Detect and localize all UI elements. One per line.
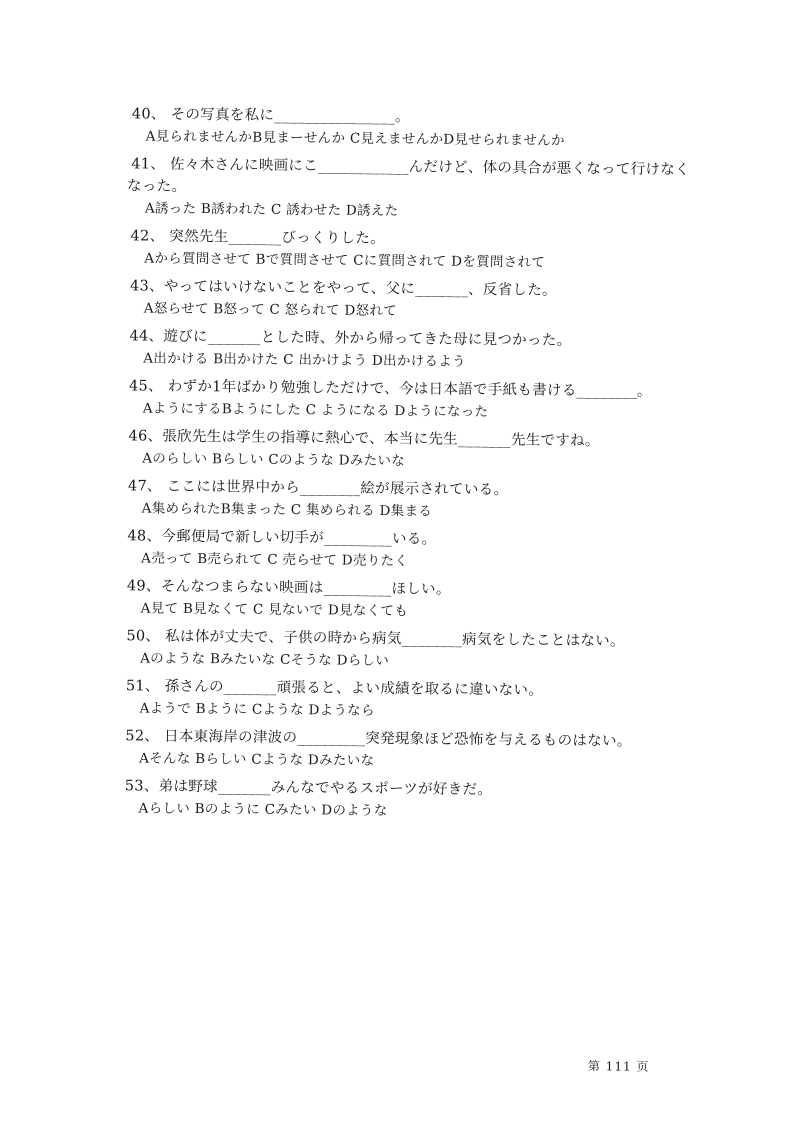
question-stem: 50、 私は体が丈夫で、子供の時から病気________病気をしたことはない。 xyxy=(126,628,625,650)
question-options: Aらしい Bのように Cみたい Dのような xyxy=(138,800,388,820)
question-stem: 40、 その写真を私に________________。 xyxy=(131,106,410,126)
question-stem: 42、 突然先生_______びっくりした。 xyxy=(130,228,386,247)
question-stem: 44、遊びに_______とした時、外から帰ってきた母に見つかった。 xyxy=(129,328,572,349)
question-stem: 46、張欣先生は学生の指導に熱心で、本当に先生_______先生ですね。 xyxy=(128,428,600,450)
question-options: A見られませんかB見まーせんか C見えませんかD見せられませんか xyxy=(145,128,565,149)
question-stem: 49、そんなつまらない映画は_________ほしい。 xyxy=(126,578,451,598)
question-options: Aそんな Bらしい Cような Dみたいな xyxy=(139,750,375,769)
question-options: A出かける B出かけた C 出かけよう D出かけるよう xyxy=(143,350,466,370)
question-stem: 51、 孫さんの_______頑張ると、よい成績を取るに違いない。 xyxy=(125,678,544,699)
question-stem: 47、 ここには世界中から________絵が展示されている。 xyxy=(127,478,509,499)
question-options: A売って B売られて C 売らせて D売りたく xyxy=(141,550,409,570)
question-options: A見て B見なくて C 見ないで D見なくても xyxy=(140,600,409,620)
question-list xyxy=(124,104,742,832)
question-options: Aようで Bように Cような Dようなら xyxy=(139,700,375,719)
question-options: A怒らせて B怒って C 怒られて D怒れて xyxy=(143,300,398,320)
question-stem: 48、今郵便局で新しい切手が_________いる。 xyxy=(127,528,437,548)
question-options: Aのような Bみたいな Cそうな Dらしい xyxy=(140,650,390,670)
question-stem: 53、弟は野球_______みんなでやるスポーツが好きだ。 xyxy=(124,778,493,799)
question-options: A集められたB集まった C 集められる D集まる xyxy=(141,500,433,520)
question-options: A誘った B誘われた C 誘わせた D誘えた xyxy=(144,200,399,220)
question-stem: 52、 日本東海岸の津波の_________突発現象ほど恐怖を与えるものはない。 xyxy=(125,728,632,750)
question-stem-continued: なった。 xyxy=(127,178,187,195)
question-options: AようにするBようにした C ようになる Dようになった xyxy=(142,400,489,421)
question-stem: 43、やってはいけないことをやって、父に_______、反省した。 xyxy=(129,278,557,299)
question-options: Aから質問させて Bで質問させて Cに質問されて Dを質問されて xyxy=(144,250,546,271)
question-stem: 41、 佐々木さんに映画にこ____________んだけど、体の具合が悪くなって行けなく xyxy=(131,156,690,179)
page-number: 第 111 页 xyxy=(587,1059,650,1074)
question-options: Aのらしい Bらしい Cのような Dみたいな xyxy=(142,450,406,470)
question-stem: 45、 わずか1年ばかり勉強しただけで、今は日本語で手紙も書ける________。 xyxy=(128,378,652,400)
